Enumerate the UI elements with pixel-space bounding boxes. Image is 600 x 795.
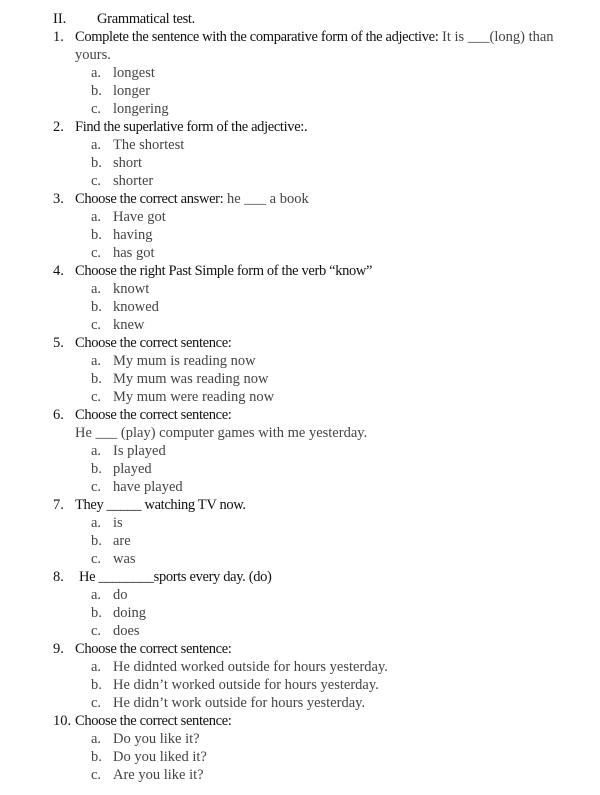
question-prompt-text: Choose the right Past Simple form of the verb “know” [75, 263, 373, 279]
question-continuation-line [0, 424, 600, 442]
option-text: played [113, 461, 152, 477]
answer-option[interactable] [0, 208, 600, 226]
option-letter: b. [91, 371, 102, 387]
option-text: do [113, 587, 128, 603]
option-letter: a. [91, 281, 102, 297]
answer-option[interactable] [0, 658, 600, 676]
option-letter: c. [91, 173, 102, 189]
section-heading [0, 10, 600, 28]
option-letter: c. [91, 695, 102, 711]
question-prompt-text: They _____ watching TV now. [75, 497, 246, 513]
question-number: 3. [53, 191, 64, 207]
question-3 [0, 190, 600, 262]
answer-option[interactable] [0, 298, 600, 316]
question-example: he ___ a book [223, 191, 309, 207]
question-line [0, 118, 600, 136]
option-text: short [113, 155, 142, 171]
question-5 [0, 334, 600, 406]
answer-option[interactable] [0, 172, 600, 190]
option-letter: a. [91, 137, 102, 153]
option-letter: c. [91, 767, 102, 783]
question-number: 5. [53, 335, 64, 351]
question-continuation: He ___ (play) computer games with me yesterday. [75, 425, 368, 441]
option-text: He didn’t worked outside for hours yesterday. [113, 677, 379, 693]
question-line [0, 262, 600, 280]
answer-option[interactable] [0, 82, 600, 100]
option-letter: b. [91, 749, 102, 765]
question-number: 7. [53, 497, 64, 513]
option-text: knew [113, 317, 145, 333]
option-text: Are you like it? [113, 767, 204, 783]
answer-option[interactable] [0, 514, 600, 532]
answer-option[interactable] [0, 676, 600, 694]
option-letter: a. [91, 65, 102, 81]
option-text: does [113, 623, 140, 639]
option-text: My mum is reading now [113, 353, 256, 369]
option-text: My mum were reading now [113, 389, 275, 405]
question-line [0, 496, 600, 514]
option-text: longer [113, 83, 151, 99]
answer-option[interactable] [0, 226, 600, 244]
question-prompt-text: Choose the correct sentence: [75, 641, 232, 657]
option-letter: c. [91, 101, 102, 117]
question-prompt [75, 28, 554, 46]
question-prompt-text: Choose the correct answer: [75, 191, 224, 207]
option-letter: c. [91, 389, 102, 405]
option-text: Have got [113, 209, 166, 225]
question-prompt [75, 640, 231, 658]
answer-option[interactable] [0, 478, 600, 496]
option-text: knowt [113, 281, 150, 297]
question-number: 2. [53, 119, 64, 135]
answer-option[interactable] [0, 316, 600, 334]
question-line [0, 190, 600, 208]
answer-option[interactable] [0, 532, 600, 550]
option-letter: a. [91, 515, 102, 531]
question-line [0, 406, 600, 424]
option-text: longest [113, 65, 155, 81]
question-9 [0, 640, 600, 712]
option-text: is [113, 515, 123, 531]
answer-option[interactable] [0, 280, 600, 298]
option-letter: b. [91, 299, 102, 315]
option-text: having [113, 227, 153, 243]
question-2 [0, 118, 600, 190]
answer-option[interactable] [0, 550, 600, 568]
option-letter: a. [91, 353, 102, 369]
answer-option[interactable] [0, 136, 600, 154]
answer-option[interactable] [0, 442, 600, 460]
question-number: 6. [53, 407, 64, 423]
question-example: It is ___(long) than [438, 29, 554, 45]
section-title: Grammatical test. [97, 11, 195, 27]
answer-option[interactable] [0, 244, 600, 262]
option-text: He didn’t work outside for hours yesterday. [113, 695, 366, 711]
question-number: 1. [53, 29, 64, 45]
question-prompt [75, 118, 307, 136]
answer-option[interactable] [0, 586, 600, 604]
answer-option[interactable] [0, 370, 600, 388]
question-number: 10. [53, 713, 72, 729]
option-text: He didnted worked outside for hours yesterday. [113, 659, 388, 675]
question-prompt [75, 190, 309, 208]
answer-option[interactable] [0, 604, 600, 622]
option-letter: b. [91, 677, 102, 693]
question-number: 8. [53, 569, 64, 585]
option-letter: a. [91, 587, 102, 603]
question-continuation-line [0, 46, 600, 64]
option-text: has got [113, 245, 155, 261]
grammar-test-page [0, 10, 600, 784]
option-text: The shortest [113, 137, 185, 153]
answer-option[interactable] [0, 100, 600, 118]
option-letter: c. [91, 245, 102, 261]
question-number: 9. [53, 641, 64, 657]
answer-option[interactable] [0, 154, 600, 172]
question-continuation: yours. [75, 47, 111, 63]
question-prompt-text: He ________sports every day. (do) [79, 569, 272, 585]
question-7 [0, 496, 600, 568]
option-letter: b. [91, 83, 102, 99]
question-line [0, 712, 600, 730]
question-number: 4. [53, 263, 64, 279]
question-prompt-text: Choose the correct sentence: [75, 407, 232, 423]
option-letter: a. [91, 731, 102, 747]
question-prompt-text: Find the superlative form of the adjective:. [75, 119, 308, 135]
question-prompt-text: Complete the sentence with the comparative form of the adjective: [75, 29, 439, 45]
option-letter: c. [91, 551, 102, 567]
option-text: have played [113, 479, 183, 495]
option-text: are [113, 533, 131, 549]
question-prompt-text: Choose the correct sentence: [75, 335, 232, 351]
answer-option[interactable] [0, 694, 600, 712]
question-prompt [75, 334, 231, 352]
answer-option[interactable] [0, 748, 600, 766]
option-text: longering [113, 101, 169, 117]
option-letter: b. [91, 605, 102, 621]
question-prompt [75, 262, 372, 280]
question-8 [0, 568, 600, 640]
option-text: knowed [113, 299, 159, 315]
question-line [0, 28, 600, 46]
answer-option[interactable] [0, 622, 600, 640]
option-text: Do you like it? [113, 731, 200, 747]
answer-option[interactable] [0, 730, 600, 748]
option-letter: b. [91, 533, 102, 549]
question-prompt-text: Choose the correct sentence: [75, 713, 232, 729]
option-text: was [113, 551, 136, 567]
question-6 [0, 406, 600, 496]
question-prompt [79, 568, 271, 586]
option-letter: c. [91, 479, 102, 495]
answer-option[interactable] [0, 460, 600, 478]
answer-option[interactable] [0, 388, 600, 406]
question-line [0, 334, 600, 352]
question-line [0, 640, 600, 658]
answer-option[interactable] [0, 766, 600, 784]
option-text: shorter [113, 173, 154, 189]
option-text: Do you liked it? [113, 749, 207, 765]
option-letter: c. [91, 317, 102, 333]
option-text: Is played [113, 443, 166, 459]
option-letter: a. [91, 659, 102, 675]
section-number: II. [53, 11, 67, 27]
question-prompt [75, 406, 231, 424]
option-text: My mum was reading now [113, 371, 269, 387]
answer-option[interactable] [0, 352, 600, 370]
option-letter: b. [91, 227, 102, 243]
option-letter: a. [91, 209, 102, 225]
question-10 [0, 712, 600, 784]
question-line [0, 568, 600, 586]
question-prompt [75, 496, 246, 514]
option-letter: a. [91, 443, 102, 459]
option-letter: c. [91, 623, 102, 639]
answer-option[interactable] [0, 64, 600, 82]
question-prompt [75, 712, 231, 730]
option-text: doing [113, 605, 147, 621]
option-letter: b. [91, 461, 102, 477]
option-letter: b. [91, 155, 102, 171]
question-4 [0, 262, 600, 334]
question-1 [0, 28, 600, 118]
